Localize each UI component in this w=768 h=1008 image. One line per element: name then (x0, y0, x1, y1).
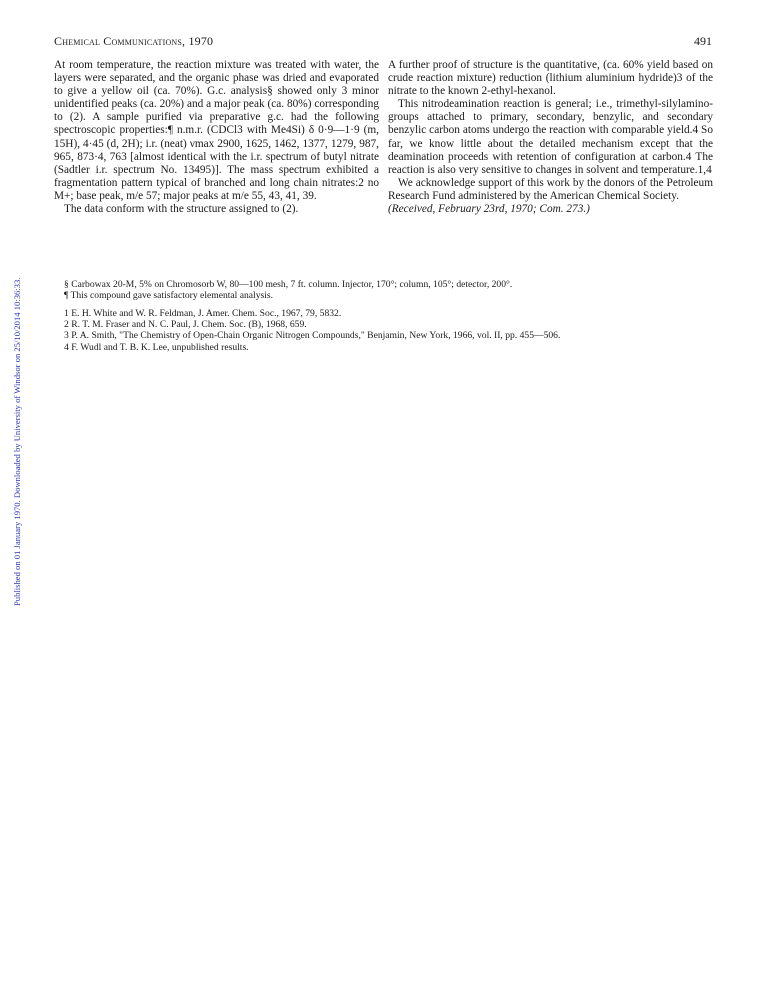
reference-item: 4 F. Wudl and T. B. K. Lee, unpublished results. (64, 341, 249, 353)
page-number: 491 (694, 34, 712, 48)
left-column (54, 59, 379, 216)
right-column (388, 59, 713, 216)
paragraph-proof: A further proof of structure is the quantitative, (ca. 60% yield based on crude reaction mixture) reduction (lithium aluminium hydride)3 of the nitrate to the known 2-ethyl-hexanol. (388, 59, 713, 98)
paragraph-general: This nitrodeamination reaction is general; i.e., trimethyl-silylamino-groups attached to primary, secondary, benzylic, and secondary benzylic carbon atoms undergo the reaction with comparable yield.4 So far, we know little about the detailed mechanism except that the deamination proceeds with retention of configuration at carbon.4 The reaction is also very sensitive to changes in solvent and temperature.1,4 (388, 98, 713, 176)
journal-title: Chemical Communications, 1970 (54, 34, 214, 48)
paragraph-conclusion: The data conform with the structure assigned to (2). (64, 203, 299, 216)
reference-item: 2 R. T. M. Fraser and N. C. Paul, J. Chem. Soc. (B), 1968, 659. (64, 319, 307, 331)
received-date: (Received, February 23rd, 1970; Com. 273.) (388, 203, 590, 216)
reference-item: 3 P. A. Smith, "The Chemistry of Open-Chain Organic Nitrogen Compounds," Benjamin, New York, 1966, vol. II, pp. 455—506. (64, 330, 561, 342)
download-watermark[interactable]: Published on 01 January 1970. Downloaded by University of Windsor on 25/10/2014 10:36:33. (12, 277, 22, 606)
footnote: ¶ This compound gave satisfactory elemental analysis. (64, 290, 274, 302)
reference-item: 1 E. H. White and W. R. Feldman, J. Amer. Chem. Soc., 1967, 79, 5832. (64, 308, 342, 319)
footnote: § Carbowax 20-M, 5% on Chromosorb W, 80—100 mesh, 7 ft. column. Injector, 170°; column, 105°; detector, 200°. (64, 279, 513, 290)
references (64, 308, 714, 353)
page-header (54, 34, 712, 50)
footnotes (64, 279, 714, 301)
paragraph-acknowledgement: We acknowledge support of this work by the donors of the Petroleum Research Fund administered by the American Chemical Society. (388, 176, 713, 202)
paragraph-results: At room temperature, the reaction mixture was treated with water, the layers were separated, and the organic phase was dried and evaporated to give a yellow oil (ca. 70%). G.c. analysis§ showed only 3 minor unidentified peaks (ca. 20%) and a major peak (ca. 80%) corresponding to (2). A sample purified via preparative g.c. had the following spectroscopic properties:¶ n.m.r. (CDCl3 with Me4Si) δ 0·9—1·9 (m, 15H), 4·45 (d, 2H); i.r. (neat) νmax 2900, 1625, 1462, 1377, 1279, 987, 965, 873·4, 763 [almost identical with the i.r. spectrum of butyl nitrate (Sadtler i.r. spectrum No. 13495)]. The mass spectrum exhibited a fragmentation pattern typical of branched and long chain nitrates:2 no M+; base peak, m/e 57; major peaks at m/e 55, 43, 41, 39. (54, 59, 379, 202)
